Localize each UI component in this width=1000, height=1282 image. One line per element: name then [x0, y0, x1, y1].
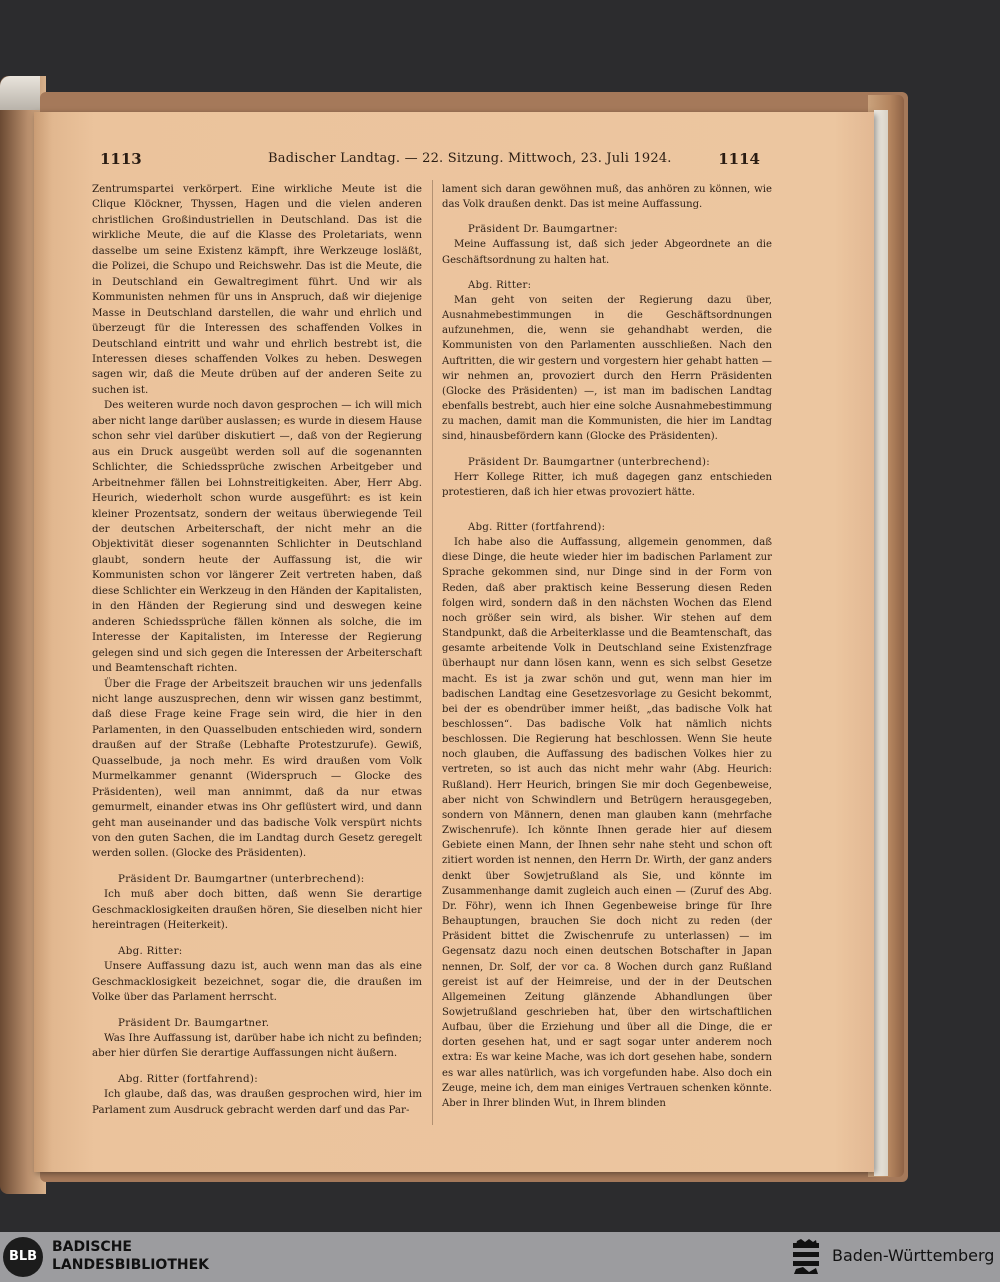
paragraph-gap [92, 862, 422, 872]
paragraph: Was Ihre Auffassung ist, darüber habe ich nicht zu befinden; aber hier dürfen Sie derartige Auffassungen nicht äußern. [92, 1032, 422, 1060]
paragraph-gap [442, 500, 772, 510]
page-stack-edge [874, 110, 888, 1176]
header-title: Badischer Landtag. — 22. Sitzung. Mittwoch, 23. Juli 1924. [268, 151, 672, 166]
paragraph-gap [92, 1062, 422, 1072]
baden-wuerttemberg-label[interactable]: Baden-Württemberg [832, 1246, 995, 1265]
paragraph: Meine Auffassung ist, daß sich jeder Abgeordnete an die Geschäftsordnung zu halten hat. [442, 239, 772, 266]
speaker-heading: Präsident Dr. Baumgartner (unterbrechend): [468, 456, 710, 468]
page-number-left: 1113 [100, 150, 142, 168]
speaker-heading: Abg. Ritter: [468, 279, 532, 291]
baden-wuerttemberg-lion-icon[interactable] [791, 1239, 821, 1275]
column-divider [432, 180, 433, 1125]
paragraph-gap [92, 1006, 422, 1016]
speaker-heading: Abg. Ritter (fortfahrend): [468, 521, 606, 533]
paragraph: Ich muß aber doch bitten, daß wenn Sie derartige Geschmacklosigkeiten draußen hören, Sie dieselben nicht hier hereintragen (Heiterkeit). [92, 888, 422, 932]
paragraph: Herr Kollege Ritter, ich muß dagegen ganz entschieden protestieren, daß ich hier etwas provoziert hätte. [442, 471, 772, 498]
speaker-heading: Abg. Ritter (fortfahrend): [118, 1072, 258, 1085]
text-column-right [442, 182, 772, 1111]
paragraph: lament sich daran gewöhnen muß, das anhören zu können, wie das Volk draußen denkt. Das ist meine Auffassung. [442, 184, 772, 211]
blb-name-line1: BADISCHE [52, 1239, 132, 1255]
speaker-heading: Präsident Dr. Baumgartner (unterbrechend): [118, 872, 365, 885]
paragraph: Man geht von seiten der Regierung dazu über, Ausnahmebestimmungen in die Geschäftsordnungen aufzunehmen, die, wenn sie gehandhabt werden, die Kommunisten von den Parlamenten ausschließen. Nach den Auftritten, die wir gestern und vorgestern hier gehabt hatten — wir nehmen an, provoziert durch den Herrn Präsidenten (Glocke des Präsidenten) —, ist man im badischen Landtag ebenfalls bestrebt, auch hier eine solche Ausnahmebestimmung zu machen, damit man die Kommunisten, die hier im Landtag sind, hinausbefördern kann (Glocke des Präsidenten). [442, 294, 772, 443]
speaker-heading: Präsident Dr. Baumgartner: [468, 224, 618, 236]
paragraph-gap [442, 445, 772, 455]
page-number-right: 1114 [718, 150, 760, 168]
paragraph-gap [442, 212, 772, 222]
paragraph: Des weiteren wurde noch davon gesprochen — ich will mich aber nicht lange darüber auslassen; es wurde in diesem Hause schon sehr viel darüber diskutiert —, daß von der Regierung aus ein Druck ausgeübt werden soll auf die sogenannten Schlichter, die Schiedssprüche zwischen Arbeitgeber und Arbeitnehmer fällen bei Lohnstreitigkeiten. Aber, Herr Abg. Heurich, wiederholt schon wurde ausgeführt: es ist kein kleiner Prozentsatz, sondern der weitaus überwiegende Teil der deutschen Arbeiterschaft, der nicht mehr an die Objektivität dieser sogenannten Schlichter in Deutschland glaubt, sondern heute der Auffassung ist, die wir Kommunisten schon vor längerer Zeit vertreten haben, daß diese Schlichter ein Werkzeug in den Händen der Kapitalisten, in den Händen der Regierung sind und deswegen keine anderen Schiedssprüche fällen können als solche, die im Interesse der Kapitalisten, im Interesse der Regierung gelegen sind und sich gegen die Interessen der Arbeiterschaft und Beamtenschaft richten. [92, 399, 422, 675]
blb-name-line2: LANDESBIBLIOTHEK [52, 1257, 210, 1273]
paragraph: Über die Frage der Arbeitszeit brauchen wir uns jedenfalls nicht lange auszusprechen, denn wir wissen ganz bestimmt, daß diese Frage keine Frage sein wird, die hier in den Parlamenten, in den Quasselbuden entschieden wird, sondern draußen auf der Straße (Lebhafte Protestzurufe). Gewiß, Quasselbude, ja noch mehr. Es wird draußen vom Volk Murmelkammer genannt (Widerspruch — Glocke des Präsidenten), weil man annimmt, daß da nur etwas gemurmelt, einander etwas ins Ohr geflüstert wird, und dann geht man auseinander und das badische Volk verspürt nichts von den guten Sachen, die im Landtag durch Gesetz geregelt werden sollen. (Glocke des Präsidenten). [92, 677, 422, 860]
footer-bar [0, 1232, 1000, 1282]
running-header [100, 150, 760, 172]
paragraph-gap [442, 510, 772, 520]
paragraph: Ich glaube, daß das, was draußen gesprochen wird, hier im Parlament zum Ausdruck gebracht werden darf und das Par- [92, 1088, 422, 1116]
paragraph: Zentrumspartei verkörpert. Eine wirkliche Meute ist die Clique Klöckner, Thyssen, Hagen und die vielen anderen christlichen Großindustriellen in Deutschland. Das ist die wirkliche Meute, die auf die Klasse des Proletariats, wenn dasselbe um seine Existenz kämpft, ihre Werkzeuge losläßt, die Polizei, die Schupo und Reichswehr. Das ist die Meute, die in Deutschland ein Gewaltregiment führt. Und wir als Kommunisten nehmen für uns in Anspruch, daß wir diejenige Masse in Deutschland darstellen, die wahr und ehrlich und überzeugt für die Interessen des schaffenden Volkes in Deutschland eintritt und wahr und ehrlich bestrebt ist, die Interessen dieses schaffenden Volkes zu heben. Deswegen sagen wir, daß die Meute drüben auf der anderen Seite zu suchen ist. [92, 183, 422, 396]
paragraph: Ich habe also die Auffassung, allgemein genommen, daß diese Dinge, die heute wieder hier im badischen Parlament zur Sprache gekommen sind, nur Dinge sind in der Form von Reden, daß aber praktisch keine Besserung diesen Reden folgen wird, sondern daß in den nächsten Wochen das Elend noch größer sein wird, als bisher. Wir stehen auf dem Standpunkt, daß die Arbeiterklasse und die Beamtenschaft, das gesamte arbeitende Volk in Deutschland seine Existenzfrage überhaupt nur dann lösen kann, wenn es sich selbst Gesetze macht. Es ist ja zwar schön und gut, wenn man hier im badischen Landtag eine Gesetzesvorlage zu Gesicht bekommt, bei der es obendrüber immer heißt, „das badische Volk hat beschlossen“. Das badische Volk hat nämlich nichts beschlossen. Die Regierung hat beschlossen. Wenn Sie heute noch glauben, die Auffassung des badischen Volkes hier zu vertreten, so ist auch das nicht mehr wahr (Abg. Heurich: Rußland). Herr Heurich, bringen Sie mir doch Gegenbeweise, aber nicht von Schwindlern und Betrügern herausgegeben, sondern von Männern, denen man glauben kann (mehrfache Zwischenrufe). Ich könnte Ihnen gerade hier auf diesem Gebiete einen Mann, der Ihnen sehr nahe steht und schon oft zitiert worden ist nennen, den Herrn Dr. Wirth, der ganz anders denkt über Sowjetrußland als Sie, und könnte im Zusammenhange damit zugleich auch einen — (Zuruf des Abg. Dr. Föhr), wenn ich Ihnen Gegenbeweise bringe für Ihre Behauptungen, brauchen Sie doch nicht zu reden (der Präsident bittet die Zwischenrufe zu unterlassen) — im Gegensatz dazu noch einen deutschen Botschafter in Japan nennen, Dr. Solf, der vor ca. 8 Wochen durch ganz Rußland gereist ist auf der Heimreise, und der in der Deutschen Allgemeinen Zeitung glänzende Abhandlungen über Sowjetrußland geschrieben hat, über den wirtschaftlichen Aufbau, über die Erziehung und über all die Dinge, die er dorten gesehen hat, und er sagt sogar unter anderem noch extra: Es war keine Mache, was ich dort gesehen habe, sondern es war alles natürlich, was ich vorgefunden habe. Also doch ein Zeuge, meine ich, dem man einiges Vertrauen schenken könnte. Aber in Ihrer blinden Wut, in Ihrem blinden [442, 537, 772, 1109]
speaker-heading: Abg. Ritter: [118, 944, 183, 957]
paragraph-gap [442, 268, 772, 278]
blb-logo-icon[interactable]: BLB [3, 1237, 43, 1277]
blb-name[interactable] [52, 1238, 209, 1274]
paragraph-gap [92, 934, 422, 944]
speaker-heading: Präsident Dr. Baumgartner. [118, 1016, 270, 1029]
paragraph: Unsere Auffassung dazu ist, auch wenn man das als eine Geschmacklosigkeit bezeichnet, sogar die, die draußen im Volke über das Parlament herrscht. [92, 960, 422, 1004]
book-spine-cap [0, 76, 40, 110]
text-column-left [92, 182, 422, 1118]
